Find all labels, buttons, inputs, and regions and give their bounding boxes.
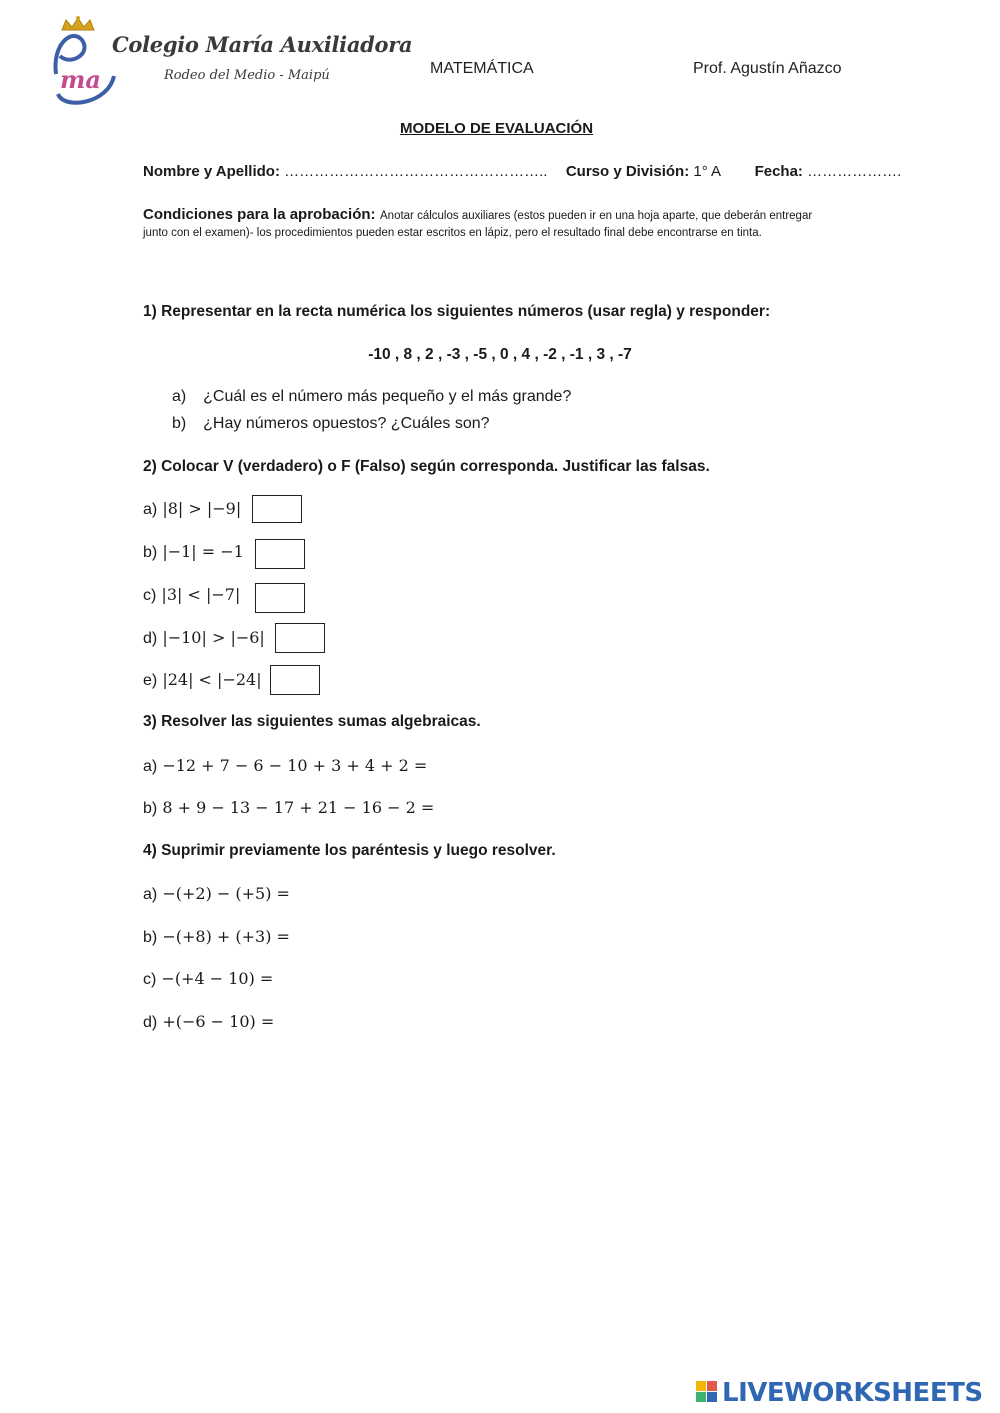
- item-label: a): [143, 758, 158, 775]
- question-2-item-a: [143, 499, 241, 519]
- item-expression: |−10| > |−6|: [162, 628, 265, 647]
- answer-box-c[interactable]: [255, 583, 305, 613]
- question-4-prompt: 4) Suprimir previamente los paréntesis y luego resolver.: [143, 842, 556, 859]
- item-expression: −12 + 7 − 6 − 10 + 3 + 4 + 2 =: [162, 756, 428, 775]
- answer-box-b[interactable]: [255, 539, 305, 569]
- conditions-block: [143, 206, 863, 239]
- date-field[interactable]: ……………….: [807, 163, 902, 180]
- item-label: a): [143, 886, 158, 903]
- conditions-text-1: Anotar cálculos auxiliares (estos pueden ir en una hoja aparte, que deberán entregar: [380, 210, 813, 222]
- liveworksheets-logo[interactable]: [696, 1378, 996, 1408]
- page-title: MODELO DE EVALUACIÓN: [399, 120, 594, 137]
- question-2-item-c: [143, 585, 240, 605]
- question-3-prompt: 3) Resolver las siguientes sumas algebraicas.: [143, 713, 481, 730]
- answer-box-d[interactable]: [275, 623, 325, 653]
- item-expression: |8| > |−9|: [162, 499, 242, 518]
- question-2-prompt: 2) Colocar V (verdadero) o F (Falso) según corresponda. Justificar las falsas.: [143, 458, 710, 475]
- item-label: b): [143, 800, 158, 817]
- conditions-text-2: junto con el examen)- los procedimientos pueden estar escritos en lápiz, pero el resultado final debe encontrarse en tinta.: [143, 227, 762, 239]
- question-3-item-a: [143, 756, 427, 776]
- item-text: ¿Hay números opuestos? ¿Cuáles son?: [203, 415, 490, 432]
- item-expression: |3| < |−7|: [161, 585, 241, 604]
- item-expression: |24| < |−24|: [162, 670, 262, 689]
- question-4-item-d: [143, 1012, 274, 1032]
- item-label: a): [172, 388, 187, 405]
- item-label: d): [143, 630, 158, 647]
- course-value: 1° A: [693, 163, 721, 180]
- name-label: Nombre y Apellido:: [143, 163, 280, 180]
- answer-box-e[interactable]: [270, 665, 320, 695]
- question-4-item-c: [143, 969, 273, 989]
- school-name: Colegio María Auxiliadora: [112, 32, 413, 57]
- question-1-numbers: -10 , 8 , 2 , -3 , -5 , 0 , 4 , -2 , -1 , 3 , -7: [368, 346, 632, 363]
- question-3-item-b: [143, 798, 434, 818]
- name-field[interactable]: ……………………………………………..: [284, 163, 548, 180]
- item-label: b): [143, 544, 158, 561]
- item-label: d): [143, 1014, 158, 1031]
- item-expression: −(+8) + (+3) =: [162, 927, 290, 946]
- item-label: c): [143, 971, 157, 988]
- question-4-item-a: [143, 884, 290, 904]
- item-expression: +(−6 − 10) =: [162, 1012, 275, 1031]
- item-expression: −(+4 − 10) =: [161, 969, 274, 988]
- question-4-item-b: [143, 927, 290, 947]
- answer-box-a[interactable]: [252, 495, 302, 523]
- date-label: Fecha:: [754, 163, 803, 180]
- item-expression: −(+2) − (+5) =: [162, 884, 290, 903]
- conditions-label: Condiciones para la aprobación:: [143, 206, 376, 223]
- school-crest-icon: [48, 14, 128, 106]
- item-label: e): [143, 672, 158, 689]
- item-label: b): [143, 929, 158, 946]
- school-logo: [48, 14, 413, 106]
- question-1-item-a: [172, 388, 571, 406]
- student-info-row: [143, 163, 901, 180]
- school-location: Rodeo del Medio - Maipú: [164, 68, 330, 83]
- question-2-item-b: [143, 542, 244, 562]
- item-text: ¿Cuál es el número más pequeño y el más grande?: [203, 388, 572, 405]
- question-2-item-e: [143, 670, 262, 690]
- item-label: a): [143, 501, 158, 518]
- question-1-prompt: 1) Representar en la recta numérica los siguientes números (usar regla) y responder:: [143, 303, 771, 320]
- teacher-name: Prof. Agustín Añazco: [693, 60, 842, 77]
- subject-label: MATEMÁTICA: [430, 60, 534, 77]
- question-1-item-b: [172, 415, 490, 433]
- logo-letters: ma: [60, 65, 101, 94]
- course-label: Curso y División:: [565, 163, 690, 180]
- item-expression: |−1| = −1: [162, 542, 244, 561]
- liveworksheets-brand: LIVEWORKSHEETS: [722, 1378, 983, 1408]
- question-2-item-d: [143, 628, 265, 648]
- item-label: c): [143, 587, 157, 604]
- item-label: b): [172, 415, 187, 432]
- liveworksheets-icon: [696, 1381, 718, 1403]
- item-expression: 8 + 9 − 13 − 17 + 21 − 16 − 2 =: [162, 798, 435, 817]
